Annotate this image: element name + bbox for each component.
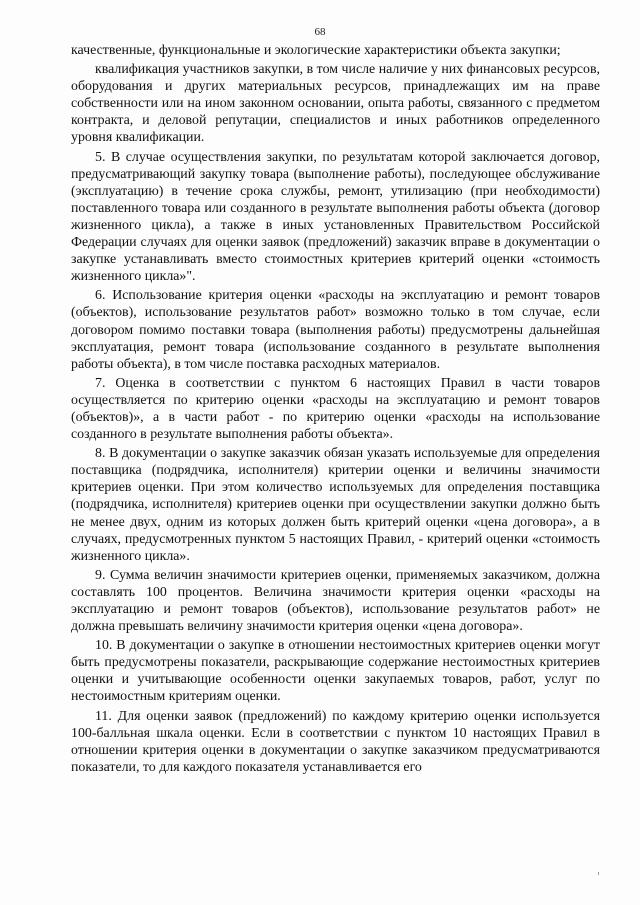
paragraph-item-11: 11. Для оценки заявок (предложений) по каждому критерию оценки используется 100-балльная шкала оценки. Если в соответствии с пунктом 10 настоящих Правил в отношении критерия оценки в документации о закупке заказчиком предусматриваются показатели, то для каждого показателя устанавливается его (71, 708, 600, 775)
document-body (71, 42, 600, 776)
paragraph-quality-characteristics: качественные, функциональные и экологические характеристики объекта закупки; (71, 43, 561, 58)
paragraph-item-10: 10. В документации о закупке в отношении нестоимостных критериев оценки могут быть предусмотрены показатели, раскрывающие содержание нестоимостных критериев оценки и учитывающие особенности оценки закупаемых товаров, работ, услуг по нестоимостным критериям оценки. (71, 638, 600, 705)
paragraph-item-6: 6. Использование критерия оценки «расходы на эксплуатацию и ремонт товаров (объектов), использование результатов работ» возможно только в том случае, если договором помимо поставки товара (выполнения работы) предусмотрены дальнейшая эксплуатация, ремонт товара (использование созданного в результате выполнения работы объекта), в том числе поставка расходных материалов. (71, 288, 600, 372)
scan-speck (598, 872, 599, 875)
paragraph-item-9: 9. Сумма величин значимости критериев оценки, применяемых заказчиком, должна составлять 100 процентов. Величина значимости критерия оценки «расходы на эксплуатацию и ремонт товаров (объектов), использование результатов работ» не должна превышать величину значимости критерия оценки «цена договора». (71, 567, 600, 635)
paragraph-item-7: 7. Оценка в соответствии с пунктом 6 настоящих Правил в части товаров осуществляется по критерию оценки «расходы на эксплуатацию и ремонт товаров (объектов)», а в части работ - по критерию оценки «расходы на использование созданного в результате выполнения работы объекта». (71, 375, 600, 443)
paragraph-item-8: 8. В документации о закупке заказчик обязан указать используемые для определения поставщика (подрядчика, исполнителя) критерии оценки и величины значимости критериев оценки. При этом количество используемых для определения поставщика (подрядчика, исполнителя) критериев оценки при осуществлении закупки должно быть не менее двух, одним из которых должен быть критерий оценки «цена договора», а в случаях, предусмотренных пунктом 5 настоящих Правил, - критерий оценки «стоимость жизненного цикла». (71, 446, 600, 564)
paragraph-item-5: 5. В случае осуществления закупки, по результатам которой заключается договор, предусматривающий закупку товара (выполнение работы), последующее обслуживание (эксплуатацию) в течение срока службы, ремонт, утилизацию (при необходимости) поставленного товара или созданного в результате выполнения работы объекта (договор жизненного цикла), а также в иных установленных Правительством Российской Федерации случаях для оценки заявок (предложений) заказчик вправе в документации о закупке устанавливать вместо стоимостных критериев критерий оценки «стоимость жизненного цикла»". (71, 149, 600, 285)
paragraph-participant-qualification: квалификация участников закупки, в том числе наличие у них финансовых ресурсов, оборудования и других материальных ресурсов, принадлежащих им на праве собственности или на ином законном основании, опыта работы, связанного с предметом контракта, и деловой репутации, специалистов и иных работников определенного уровня квалификации. (71, 62, 600, 146)
page-number: 68 (314, 26, 326, 38)
